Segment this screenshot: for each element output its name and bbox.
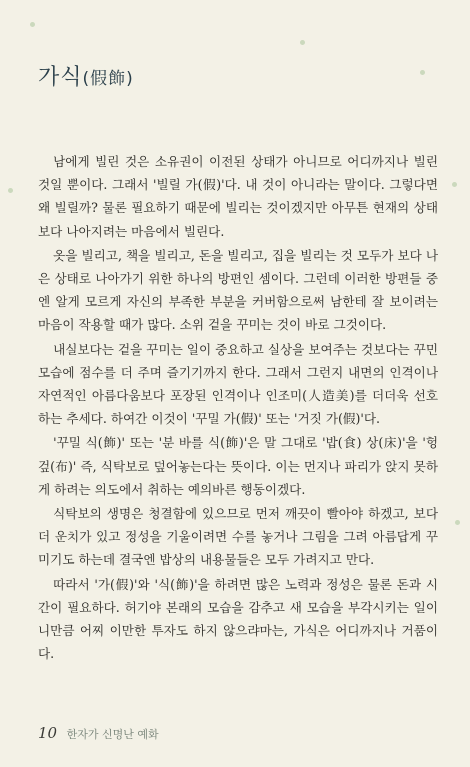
paper-speck xyxy=(8,188,13,193)
paragraph: 따라서 '가(假)'와 '식(飾)'을 하려면 많은 노력과 정성은 물론 돈과 시간이 필요하다. 허기야 본래의 모습을 감추고 새 모습을 부각시키는 일이니만큼 어찌 이만한 투자도 하지 않으랴마는, 가식은 어디까지나 거품이다. xyxy=(38,576,438,662)
title-hanja: (假飾) xyxy=(82,69,134,89)
paragraph: 옷을 빌리고, 책을 빌리고, 돈을 빌리고, 집을 빌리는 것 모두가 보다 나은 상태로 나아가기 위한 하나의 방편인 셈이다. 그런데 이러한 방편들 중엔 알게 모르게 자신의 부족한 부분을 커버함으로써 남한테 잘 보이려는 마음이 작용할 때가 많다. 소위 겉을 꾸미는 것이 바로 그것이다. xyxy=(38,247,438,333)
body-text xyxy=(38,150,438,665)
paper-speck xyxy=(300,40,305,45)
paragraph: 식탁보의 생명은 청결함에 있으므로 먼저 깨끗이 빨아야 하겠고, 보다 더 운치가 있고 정성을 기울이려면 수를 놓거나 그림을 그려 아름답게 꾸미기도 하는데 결국엔 밥상의 내용물들은 모두 가려지고 만다. xyxy=(38,506,438,568)
running-title: 한자가 신명난 예화 xyxy=(66,728,159,741)
paper-speck xyxy=(420,70,425,75)
page-footer xyxy=(38,724,159,742)
paper-speck xyxy=(30,22,35,27)
page-title xyxy=(38,60,134,91)
paper-speck xyxy=(452,182,457,187)
paragraph: '꾸밀 식(飾)' 또는 '분 바를 식(飾)'은 말 그대로 '밥(食) 상(床)'을 '헝겊(布)' 즉, 식탁보로 덮어놓는다는 뜻이다. 이는 먼지나 파리가 앉지 못하게 하려는 의도에서 취하는 예의바른 행동이겠다. xyxy=(38,435,438,497)
paragraph: 남에게 빌린 것은 소유권이 이전된 상태가 아니므로 어디까지나 빌린 것일 뿐이다. 그래서 '빌릴 가(假)'다. 내 것이 아니라는 말이다. 그렇다면 왜 빌릴까? 물론 필요하기 때문에 빌리는 것이겠지만 아무튼 현재의 상태보다 나아지려는 마음에서 빌린다. xyxy=(38,154,438,239)
paragraph: 내실보다는 겉을 꾸미는 일이 중요하고 실상을 보여주는 것보다는 꾸민 모습에 점수를 더 주며 즐기기까지 한다. 그래서 그런지 내면의 인격이나 자연적인 아름다움보다 포장된 인격이나 인조미(人造美)를 더더욱 선호하는 추세다. 하여간 이것이 '꾸밀 가(假)' 또는 '거짓 가(假)'다. xyxy=(38,341,438,427)
page-number: 10 xyxy=(38,724,58,742)
paper-speck xyxy=(455,520,460,525)
title-main: 가식 xyxy=(38,65,83,90)
